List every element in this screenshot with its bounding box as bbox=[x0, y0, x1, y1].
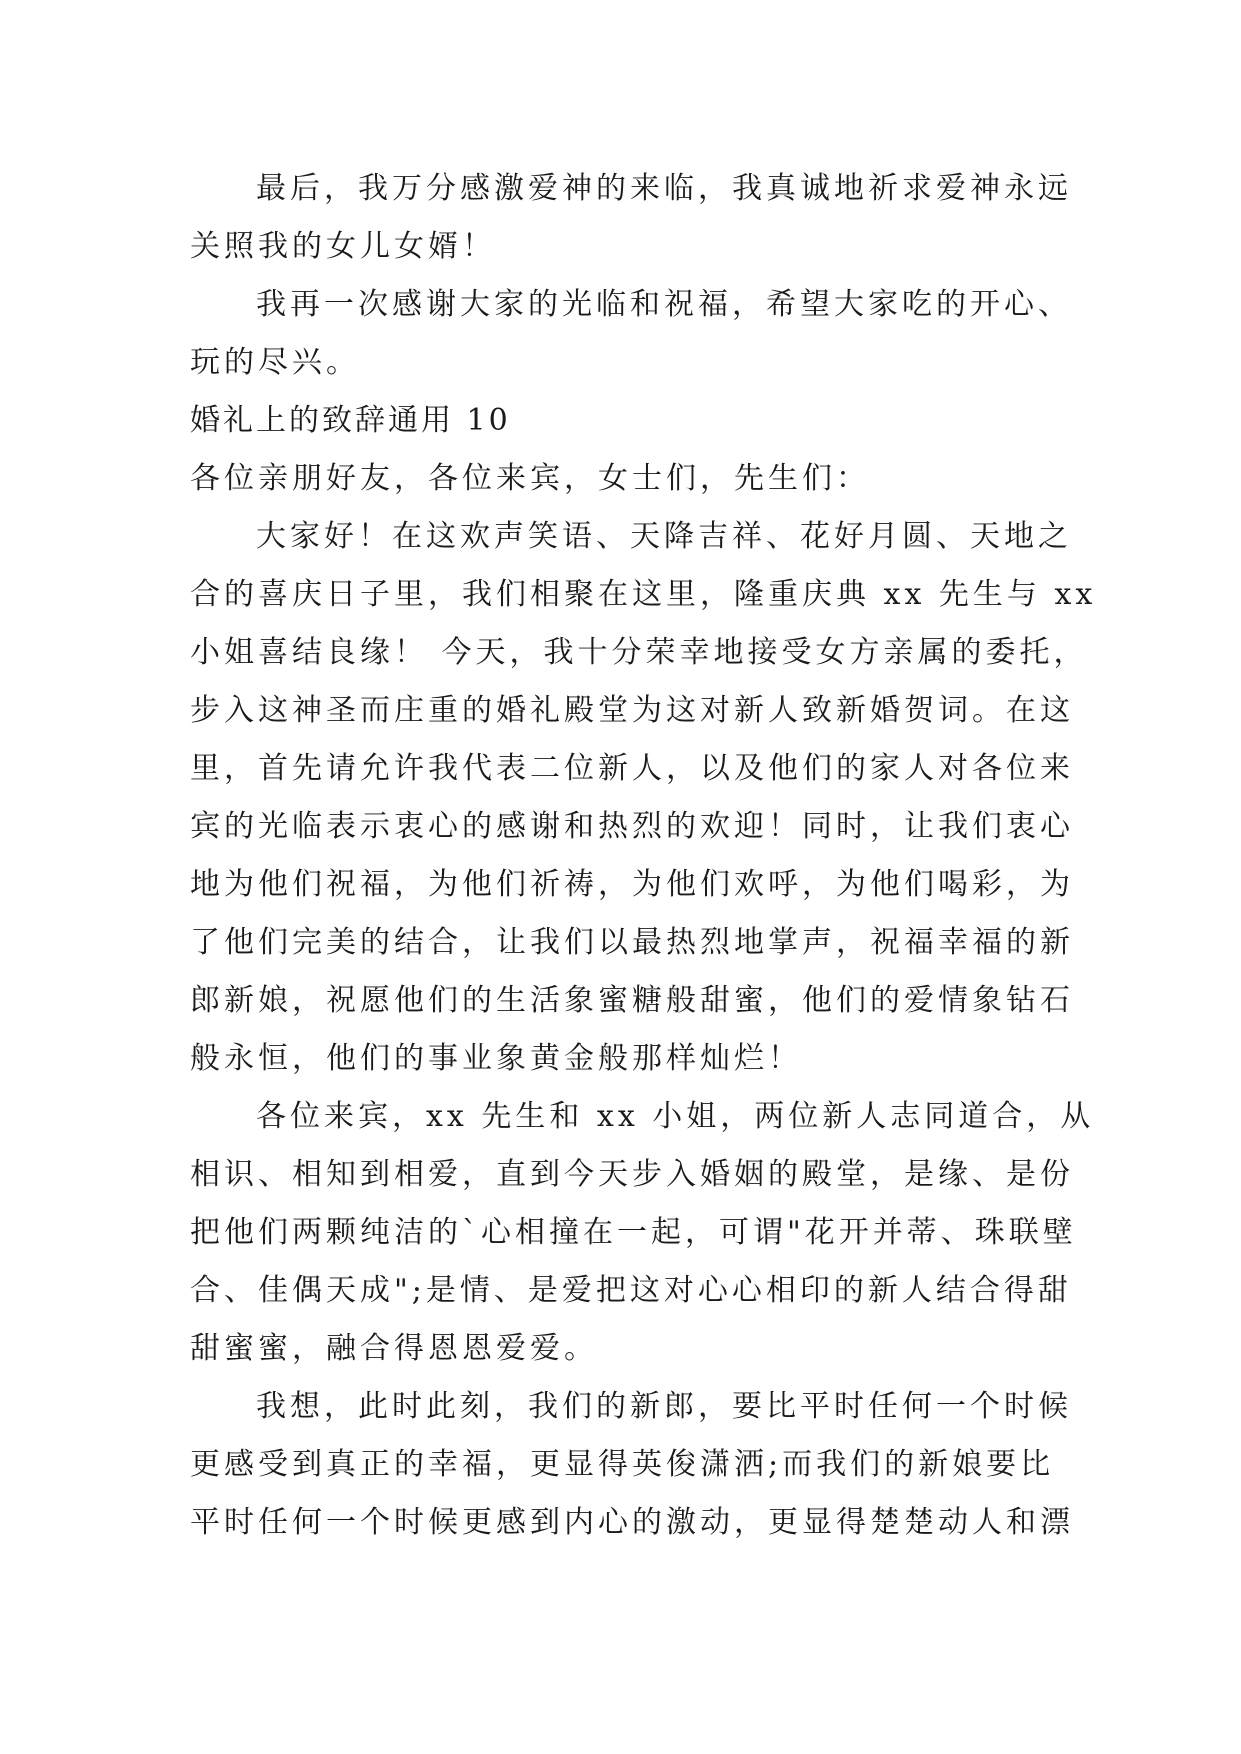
text-line: 步入这神圣而庄重的婚礼殿堂为这对新人致新婚贺词。在这 bbox=[190, 693, 1074, 728]
text-line: 地为他们祝福，为他们祈祷，为他们欢呼，为他们喝彩，为 bbox=[190, 867, 1074, 902]
text-line: 了他们完美的结合，让我们以最热烈地掌声，祝福幸福的新 bbox=[190, 925, 1074, 960]
text-line: 更感受到真正的幸福，更显得英俊潇洒;而我们的新娘要比 bbox=[190, 1447, 1055, 1482]
paragraph-salutation bbox=[190, 450, 1070, 508]
text-line: 甜蜜蜜，融合得恩恩爱爱。 bbox=[190, 1331, 598, 1366]
text-line: 般永恒，他们的事业象黄金般那样灿烂！ bbox=[190, 1041, 802, 1076]
text-line: 相识、相知到相爱，直到今天步入婚姻的殿堂，是缘、是份 bbox=[190, 1157, 1074, 1192]
text-line: 里，首先请允许我代表二位新人，以及他们的家人对各位来 bbox=[190, 751, 1074, 786]
section-heading bbox=[190, 392, 1070, 450]
paragraph-this-moment bbox=[190, 1378, 1074, 1552]
text-line: 我再一次感谢大家的光临和祝福，希望大家吃的开心、 bbox=[256, 287, 1072, 322]
paragraph-final-wishes bbox=[190, 276, 1070, 392]
paragraph-closing-thanks bbox=[190, 160, 1070, 276]
text-line: 玩的尽兴。 bbox=[190, 345, 360, 380]
text-line: 我想，此时此刻，我们的新郎，要比平时任何一个时候 bbox=[256, 1389, 1072, 1424]
text-line: 关照我的女儿女婿！ bbox=[190, 229, 496, 264]
text-line: 平时任何一个时候更感到内心的激动，更显得楚楚动人和漂 bbox=[190, 1505, 1074, 1540]
paragraph-couple-story bbox=[190, 1088, 1095, 1378]
text-line: 大家好！在这欢声笑语、天降吉祥、花好月圆、天地之 bbox=[256, 519, 1072, 554]
paragraph-greeting bbox=[190, 508, 1097, 1088]
text-line: 各位亲朋好友，各位来宾，女士们，先生们： bbox=[190, 461, 870, 496]
text-line: 郎新娘，祝愿他们的生活象蜜糖般甜蜜，他们的爱情象钻石 bbox=[190, 983, 1074, 1018]
text-line: 小姐喜结良缘！ 今天，我十分荣幸地接受女方亲属的委托， bbox=[190, 635, 1088, 670]
text-line: 合的喜庆日子里，我们相聚在这里，隆重庆典 xx 先生与 xx bbox=[190, 577, 1097, 612]
text-line: 各位来宾，xx 先生和 xx 小姐，两位新人志同道合，从 bbox=[256, 1099, 1095, 1134]
text-line: 合、佳偶天成";是情、是爱把这对心心相印的新人结合得甜 bbox=[190, 1273, 1072, 1308]
text-line: 最后，我万分感激爱神的来临，我真诚地祈求爱神永远 bbox=[256, 171, 1072, 206]
document-body bbox=[190, 160, 1097, 1552]
text-line: 把他们两颗纯洁的`心相撞在一起，可谓"花开并蒂、珠联壁 bbox=[190, 1215, 1077, 1250]
text-line: 宾的光临表示衷心的感谢和热烈的欢迎！同时，让我们衷心 bbox=[190, 809, 1074, 844]
heading-text: 婚礼上的致辞通用 10 bbox=[190, 403, 511, 438]
